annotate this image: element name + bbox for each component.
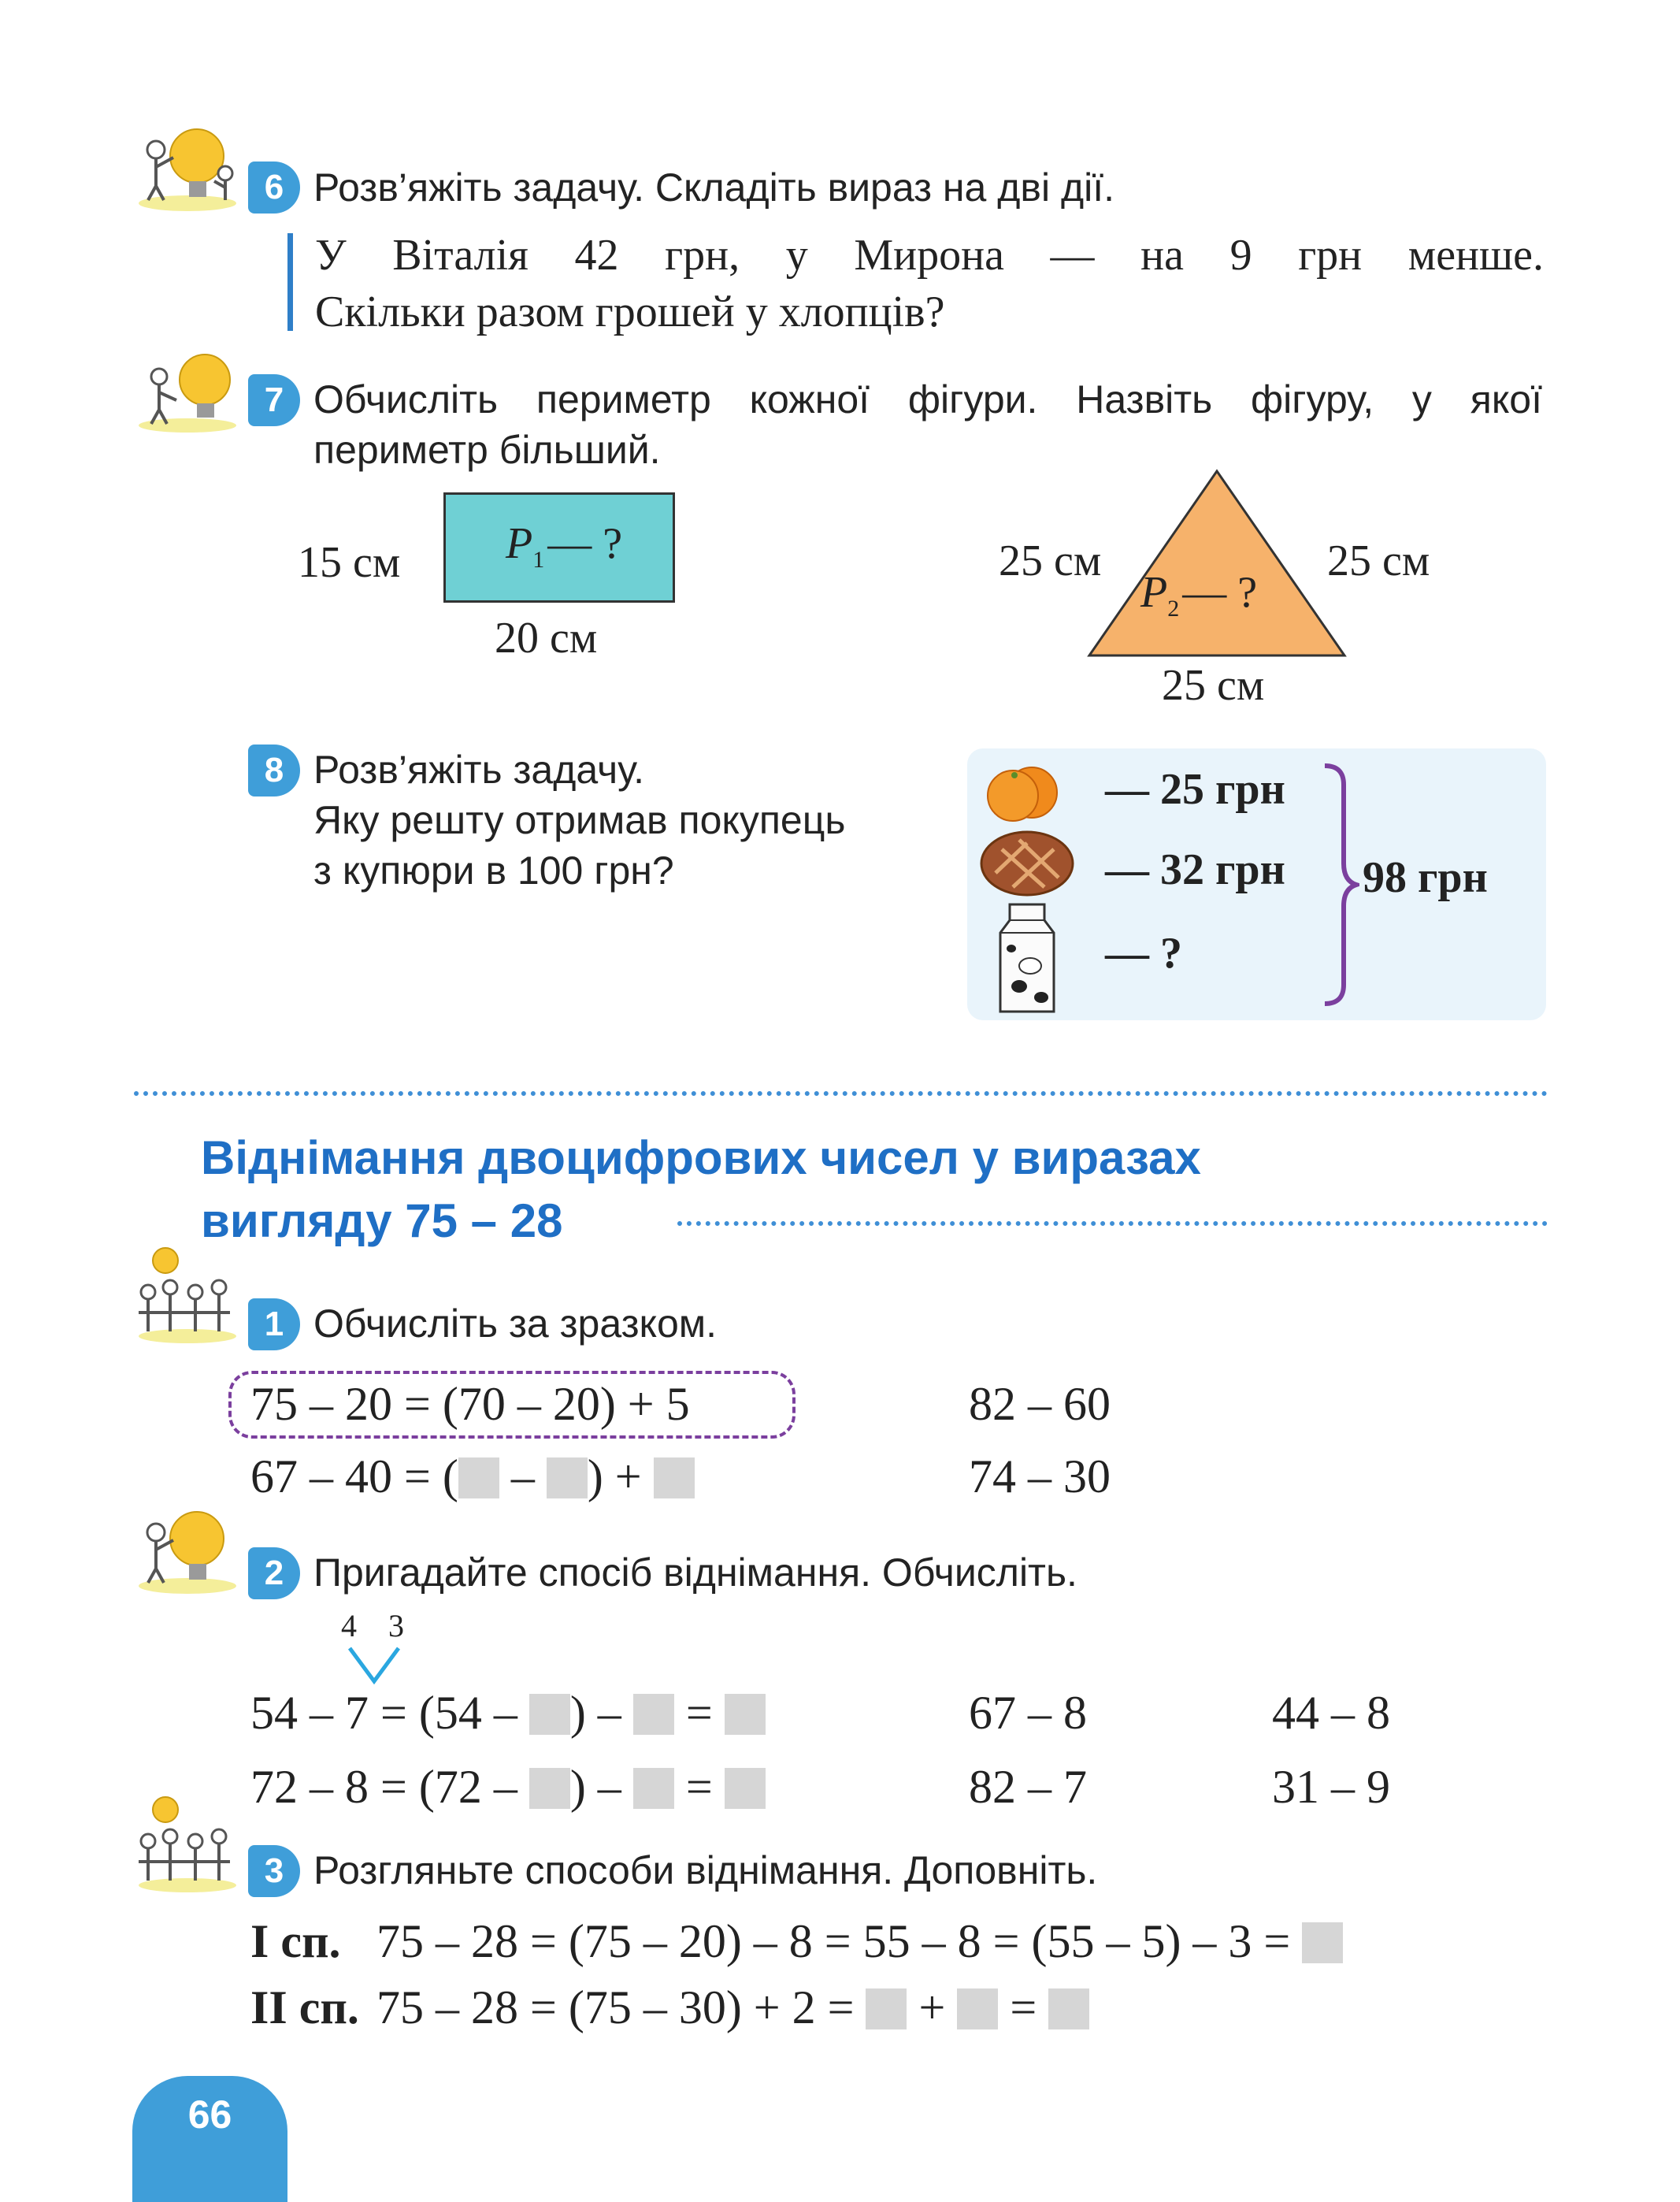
perimeter-label [506,518,622,574]
expression: 74 – 30 [969,1450,1111,1502]
equals-sign: = [685,1761,713,1813]
price-panel [967,748,1546,1020]
problem-side-bar [287,233,293,331]
total-label: 98 грн [1363,853,1488,902]
section-title [201,1127,1201,1253]
method-label: I сп. [250,1915,341,1967]
exercise-instruction: Обчисліть за зразком. [313,1302,718,1346]
answer-box[interactable] [529,1768,570,1809]
task-line: Яку решту отримав покупець [313,798,846,842]
split-digit: 3 [388,1608,404,1643]
expression-text: ) – [569,1687,621,1739]
plus-sign: + [918,1981,946,2033]
exercise-number-badge: 1 [248,1298,300,1350]
answer-box[interactable] [529,1694,570,1735]
curly-brace-icon [1320,763,1359,1007]
answer-box[interactable] [654,1457,695,1498]
perimeter-label [1140,567,1257,622]
triangle-bottom-label: 25 см [1162,661,1265,710]
task-number-badge: 8 [248,745,300,797]
equals-sign: = [1010,1981,1037,2033]
expression-row [250,1684,766,1741]
expression-row [250,1448,695,1505]
task-number-badge: 6 [248,162,300,214]
lightbulb-illustration [132,118,243,213]
group-lightbulb-illustration [132,1243,243,1346]
perimeter-symbol: P [506,519,533,568]
lightbulb-illustration [132,347,243,433]
perimeter-subscript: 2 [1167,596,1180,622]
task-number-badge: 7 [248,374,300,426]
expression-text: 54 – 7 = (54 – [250,1687,517,1739]
answer-box[interactable] [458,1457,499,1498]
exercise-number-badge: 3 [248,1845,300,1897]
answer-box[interactable] [633,1694,674,1735]
method-label: II сп. [250,1981,359,2033]
page-number: 66 [187,2092,232,2137]
expression: 67 – 8 [969,1687,1087,1739]
problem-line: Скільки разом грошей у хлопців? [315,288,945,336]
expression-text: 72 – 8 = (72 – [250,1761,517,1813]
equals-sign: = [685,1687,713,1739]
price-label: — ? [1105,929,1182,978]
instruction-line: Обчисліть периметр кожної фігури. Назвіть фігуру, у якої [313,377,1542,421]
task-text [313,745,845,896]
expression-text: ) + [587,1450,642,1502]
answer-box[interactable] [1302,1922,1343,1963]
sample-expression: 75 – 20 = (70 – 20) + 5 [250,1378,690,1430]
expression: 44 – 8 [1272,1687,1390,1739]
price-label: — 25 грн [1105,765,1285,814]
exercise-number-badge: 2 [248,1547,300,1599]
answer-box[interactable] [633,1768,674,1809]
task-instruction: Розв’яжіть задачу. Складіть вираз на дві дії. [313,165,1115,210]
expression: 82 – 60 [969,1378,1111,1430]
answer-box[interactable] [725,1768,766,1809]
expression: 31 – 9 [1272,1761,1390,1813]
expression: 82 – 7 [969,1761,1087,1813]
answer-box[interactable] [1048,1988,1089,2029]
title-line: вигляду 75 – 28 [201,1194,563,1247]
problem-line: У Віталія 42 грн, у Мирона — на 9 грн менше. [315,231,1544,280]
expression-row [250,1758,766,1815]
price-label: — 32 грн [1105,845,1285,894]
perimeter-subscript: 1 [532,547,545,574]
expression-text: 67 – 40 = ( [250,1450,458,1502]
rectangle-side-label: 15 см [298,538,401,587]
answer-box[interactable] [866,1988,907,2029]
triangle-right-label: 25 см [1327,537,1430,585]
method-row [250,1913,1343,1970]
split-digit: 4 [341,1608,357,1643]
expression-text: ) – [569,1761,621,1813]
exercise-instruction: Розгляньте способи віднімання. Доповніть. [313,1848,1098,1892]
perimeter-question: — ? [547,519,623,568]
method-expression: 75 – 28 = (75 – 30) + 2 = [376,1981,855,2033]
rectangle-bottom-label: 20 см [495,614,598,663]
task-line: Розв’яжіть задачу. [313,748,645,792]
group-lightbulb-illustration [132,1792,243,1895]
section-divider [134,1091,1548,1096]
title-line: Віднімання двоцифрових чисел у виразах [201,1131,1201,1184]
minus-sign: – [510,1450,535,1502]
method-expression: 75 – 28 = (75 – 20) – 8 = 55 – 8 = (55 – 5) – 3 = [376,1915,1291,1967]
bread-icon [978,826,1076,898]
page-number-tab [132,2076,287,2202]
task-line: з купюри в 100 грн? [313,848,674,893]
title-underline-dots [677,1221,1548,1226]
lightbulb-illustration [132,1501,243,1595]
perimeter-question: — ? [1182,568,1258,617]
method-row [250,1979,1089,2036]
task-instruction [313,374,1542,475]
problem-text [315,227,1544,340]
rectangle-figure [443,492,675,603]
answer-box[interactable] [547,1457,588,1498]
milk-carton-icon [996,900,1059,1018]
answer-box[interactable] [957,1988,998,2029]
exercise-instruction: Пригадайте спосіб віднімання. Обчисліть. [313,1550,1077,1595]
instruction-line: периметр більший. [313,428,661,472]
split-chevron-icon [347,1645,402,1684]
oranges-icon [983,759,1062,823]
perimeter-symbol: P [1140,568,1168,617]
answer-box[interactable] [725,1694,766,1735]
triangle-figure [1083,465,1351,662]
triangle-left-label: 25 см [999,537,1102,585]
